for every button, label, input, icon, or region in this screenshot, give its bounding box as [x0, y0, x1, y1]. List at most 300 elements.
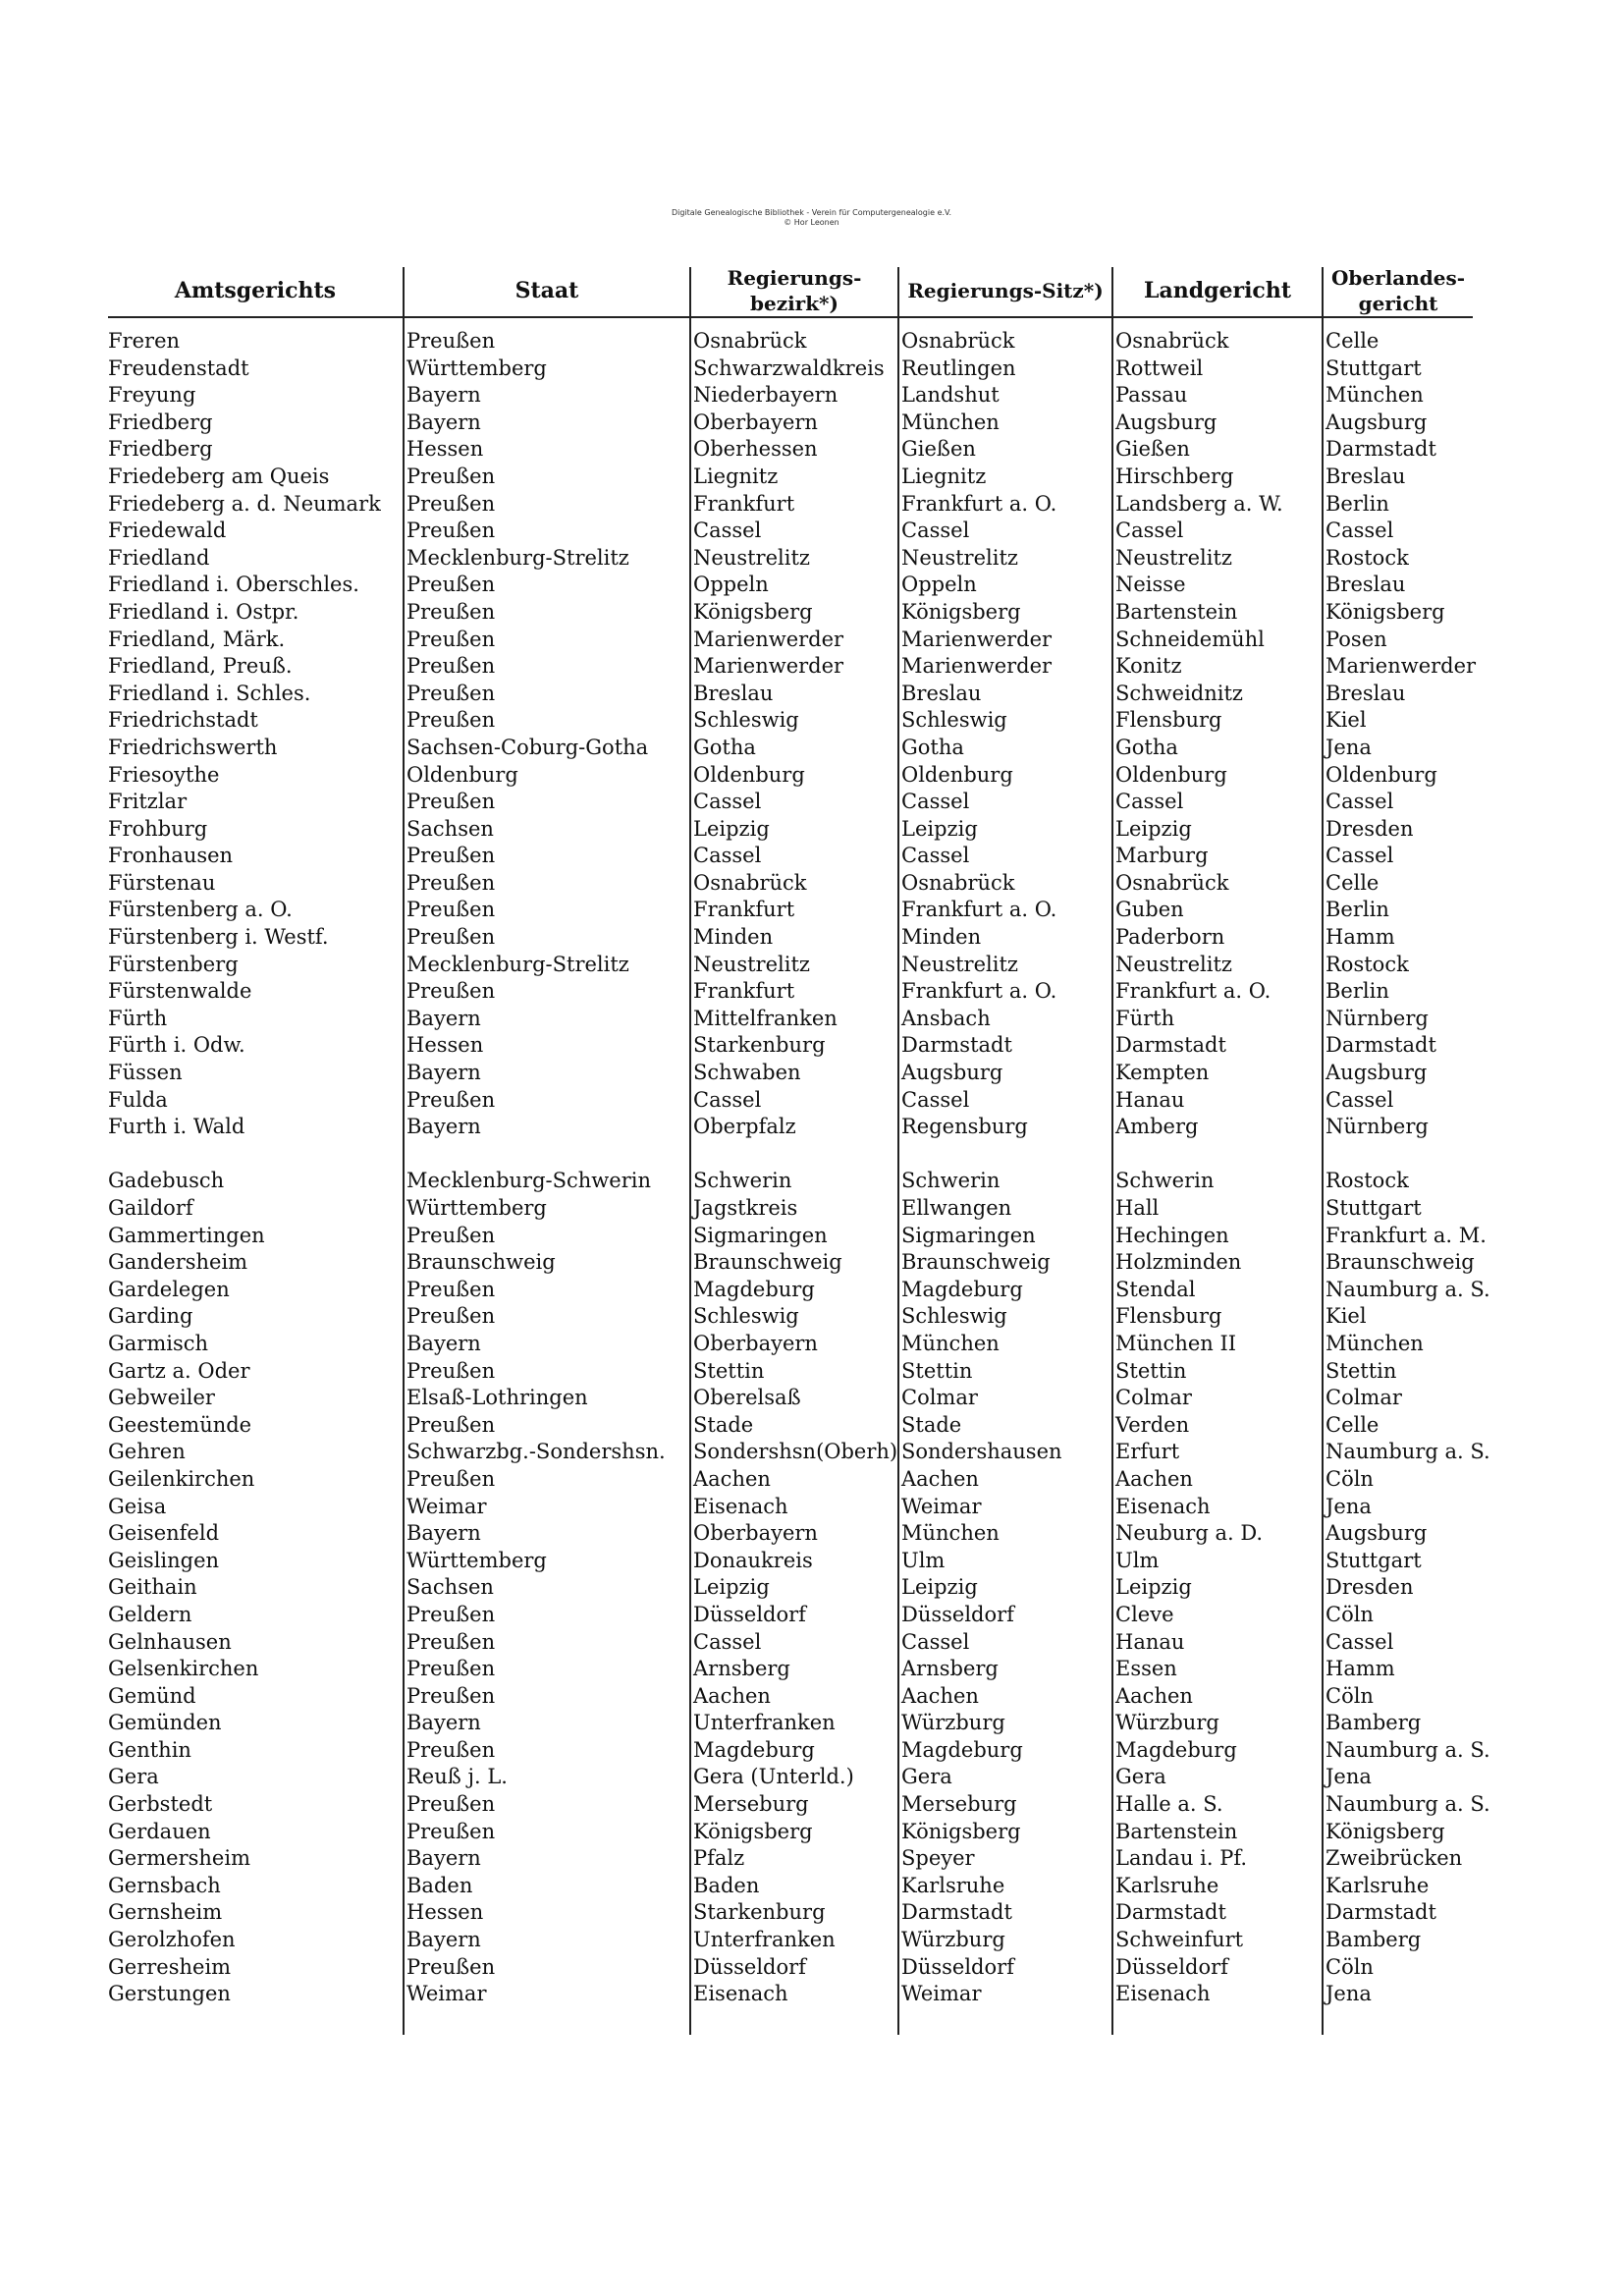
oberlandesgericht-cell: Cassel — [1325, 519, 1394, 543]
regierungsbezirk-cell: Osnabrück — [693, 329, 807, 353]
regierungsbezirk-cell: Unterfranken — [693, 1711, 836, 1735]
regierungssitz-cell: Gotha — [901, 735, 964, 759]
regierungsbezirk-cell: Unterfranken — [693, 1928, 836, 1952]
oberlandesgericht-cell: Breslau — [1325, 464, 1406, 488]
landgericht-cell: Rottweil — [1115, 355, 1204, 380]
regierungsbezirk-cell: Cassel — [693, 519, 762, 543]
regierungssitz-cell: Frankfurt a. O. — [901, 491, 1057, 516]
section-gap — [1115, 1141, 1320, 1169]
oberlandesgericht-cell: Kiel — [1325, 708, 1367, 733]
regierungsbezirk-cell: Stade — [693, 1412, 754, 1437]
landgericht-cell: Düsseldorf — [1115, 1954, 1228, 1979]
landgericht-cell: Aachen — [1115, 1683, 1193, 1708]
regierungsbezirk-cell: Marienwerder — [693, 654, 844, 679]
regierungssitz-cell: Cassel — [901, 519, 970, 543]
landgericht-cell: Schneidemühl — [1115, 627, 1265, 651]
regierungsbezirk-cell: Oberhessen — [693, 437, 818, 462]
oberlandesgericht-cell: Cassel — [1325, 844, 1394, 868]
landgericht-cell: Schweinfurt — [1115, 1928, 1244, 1952]
regierungsbezirk-cell: Cassel — [693, 1087, 762, 1112]
regierungsbezirk-cell: Magdeburg — [693, 1737, 815, 1762]
staat-cell: Preußen — [406, 1466, 496, 1491]
header-rule — [108, 316, 1473, 318]
landgericht-cell: Augsburg — [1115, 410, 1217, 434]
landgericht-cell: Darmstadt — [1115, 1900, 1226, 1925]
landgericht-cell: Amberg — [1115, 1115, 1199, 1139]
oberlandesgericht-cell: Augsburg — [1325, 1061, 1428, 1085]
staat-cell: Sachsen-Coburg-Gotha — [406, 735, 649, 759]
regierungssitz-cell: Arnsberg — [901, 1657, 999, 1681]
regierungsbezirk-cell: Starkenburg — [693, 1900, 826, 1925]
staat-cell: Bayern — [406, 1115, 481, 1139]
staat-cell: Preußen — [406, 654, 496, 679]
regierungssitz-cell: München — [901, 1521, 1000, 1546]
regierungsbezirk-cell: Eisenach — [693, 1982, 788, 2006]
regierungssitz-cell: Colmar — [901, 1386, 978, 1410]
oberlandesgericht-cell: Rostock — [1325, 1169, 1409, 1193]
amtsgericht-cell: Gardelegen — [108, 1277, 230, 1301]
amtsgericht-cell: Friedberg — [108, 410, 213, 434]
staat-cell: Mecklenburg-Strelitz — [406, 545, 629, 570]
column-divider-5 — [1322, 267, 1324, 2035]
header-regierungssitz: Regierungs-Sitz*) — [907, 279, 1104, 302]
amtsgericht-cell: Fürstenberg i. Westf. — [108, 925, 329, 950]
oberlandesgericht-cell: Celle — [1325, 329, 1380, 353]
oberlandesgericht-cell: Braunschweig — [1325, 1250, 1475, 1275]
regierungssitz-cell: Minden — [901, 925, 982, 950]
regierungsbezirk-cell: Königsberg — [693, 1819, 813, 1843]
regierungssitz-cell: Karlsruhe — [901, 1873, 1005, 1897]
amtsgericht-cell: Friedberg — [108, 437, 213, 462]
regierungssitz-cell: Darmstadt — [901, 1900, 1012, 1925]
landgericht-cell: Magdeburg — [1115, 1737, 1237, 1762]
regierungssitz-cell: Ellwangen — [901, 1196, 1012, 1220]
amtsgericht-cell: Friedeberg a. d. Neumark — [108, 491, 381, 516]
staat-cell: Württemberg — [406, 355, 547, 380]
staat-cell: Bayern — [406, 1711, 481, 1735]
staat-cell: Preußen — [406, 627, 496, 651]
landgericht-cell: Halle a. S. — [1115, 1792, 1223, 1817]
landgericht-cell: Colmar — [1115, 1386, 1192, 1410]
oberlandesgericht-cell: Cassel — [1325, 790, 1394, 814]
regierungsbezirk-cell: Baden — [693, 1873, 760, 1897]
amtsgericht-cell: Friedeberg am Queis — [108, 464, 330, 488]
regierungsbezirk-cell: Cassel — [693, 844, 762, 868]
regierungssitz-cell: Frankfurt a. O. — [901, 898, 1057, 922]
staat-cell: Bayern — [406, 410, 481, 434]
amtsgericht-cell: Gernsbach — [108, 1873, 221, 1897]
regierungssitz-cell: Gießen — [901, 437, 976, 462]
landgericht-cell: Kempten — [1115, 1061, 1210, 1085]
staat-cell: Bayern — [406, 1521, 481, 1546]
staat-cell: Preußen — [406, 681, 496, 705]
amtsgericht-cell: Füssen — [108, 1061, 183, 1085]
column-regierungssitz — [901, 328, 1109, 2008]
landgericht-cell: Marburg — [1115, 844, 1209, 868]
regierungsbezirk-cell: Düsseldorf — [693, 1954, 806, 1979]
staat-cell: Reuß j. L. — [406, 1765, 508, 1789]
amtsgericht-cell: Geisenfeld — [108, 1521, 220, 1546]
oberlandesgericht-cell: Jena — [1325, 1494, 1372, 1518]
oberlandesgericht-cell: Hamm — [1325, 925, 1395, 950]
staat-cell: Weimar — [406, 1494, 487, 1518]
regierungsbezirk-cell: Frankfurt — [693, 491, 795, 516]
landgericht-cell: Essen — [1115, 1657, 1177, 1681]
staat-cell: Preußen — [406, 1412, 496, 1437]
regierungsbezirk-cell: Gotha — [693, 735, 756, 759]
oberlandesgericht-cell: Berlin — [1325, 898, 1389, 922]
amtsgericht-cell: Gehren — [108, 1440, 186, 1464]
landgericht-cell: Cleve — [1115, 1602, 1174, 1626]
regierungssitz-cell: Würzburg — [901, 1711, 1005, 1735]
regierungssitz-cell: Merseburg — [901, 1792, 1017, 1817]
regierungsbezirk-cell: Niederbayern — [693, 383, 839, 408]
staat-cell: Preußen — [406, 329, 496, 353]
oberlandesgericht-cell: Dresden — [1325, 1575, 1414, 1600]
amtsgericht-cell: Geilenkirchen — [108, 1466, 255, 1491]
regierungsbezirk-cell: Cassel — [693, 1629, 762, 1654]
landgericht-cell: Gießen — [1115, 437, 1190, 462]
oberlandesgericht-cell: Naumburg a. S. — [1325, 1792, 1490, 1817]
regierungsbezirk-cell: Jagstkreis — [693, 1196, 798, 1220]
landgericht-cell: Stendal — [1115, 1277, 1196, 1301]
amtsgericht-cell: Furth i. Wald — [108, 1115, 245, 1139]
regierungsbezirk-cell: Starkenburg — [693, 1033, 826, 1058]
landgericht-cell: Landsberg a. W. — [1115, 491, 1283, 516]
landgericht-cell: Landau i. Pf. — [1115, 1846, 1248, 1871]
amtsgericht-cell: Gerdauen — [108, 1819, 211, 1843]
regierungssitz-cell: Cassel — [901, 790, 970, 814]
amtsgericht-cell: Fürstenberg — [108, 952, 239, 976]
amtsgericht-cell: Fürstenau — [108, 870, 216, 895]
staat-cell: Preußen — [406, 1304, 496, 1329]
regierungsbezirk-cell: Aachen — [693, 1683, 771, 1708]
staat-cell: Württemberg — [406, 1196, 547, 1220]
oberlandesgericht-cell: Zweibrücken — [1325, 1846, 1463, 1871]
column-regierungsbezirk — [693, 328, 898, 2008]
oberlandesgericht-cell: Cöln — [1325, 1954, 1374, 1979]
amtsgericht-cell: Friedland, Märk. — [108, 627, 286, 651]
amtsgericht-cell: Geisa — [108, 1494, 167, 1518]
regierungsbezirk-cell: Braunschweig — [693, 1250, 842, 1275]
oberlandesgericht-cell: Bamberg — [1325, 1928, 1422, 1952]
landgericht-cell: Ulm — [1115, 1548, 1160, 1572]
landgericht-cell: Bartenstein — [1115, 1819, 1238, 1843]
column-staat — [406, 328, 687, 2008]
staat-cell: Preußen — [406, 1819, 496, 1843]
regierungssitz-cell: Frankfurt a. O. — [901, 979, 1057, 1004]
oberlandesgericht-cell: Naumburg a. S. — [1325, 1440, 1490, 1464]
regierungssitz-cell: Stade — [901, 1412, 962, 1437]
amtsgericht-cell: Fritzlar — [108, 790, 188, 814]
regierungsbezirk-cell: Schleswig — [693, 1304, 799, 1329]
regierungssitz-cell: Braunschweig — [901, 1250, 1051, 1275]
amtsgericht-cell: Freren — [108, 329, 181, 353]
regierungssitz-cell: Breslau — [901, 681, 982, 705]
regierungssitz-cell: Augsburg — [901, 1061, 1003, 1085]
oberlandesgericht-cell: Nürnberg — [1325, 1006, 1429, 1030]
oberlandesgericht-cell: Naumburg a. S. — [1325, 1277, 1490, 1301]
amtsgericht-cell: Friedland — [108, 545, 210, 570]
staat-cell: Preußen — [406, 898, 496, 922]
regierungsbezirk-cell: Breslau — [693, 681, 774, 705]
regierungssitz-cell: Cassel — [901, 1629, 970, 1654]
landgericht-cell: Würzburg — [1115, 1711, 1219, 1735]
oberlandesgericht-cell: München — [1325, 383, 1424, 408]
landgericht-cell: Schweidnitz — [1115, 681, 1243, 705]
staat-cell: Preußen — [406, 464, 496, 488]
staat-cell: Preußen — [406, 1683, 496, 1708]
regierungssitz-cell: Neustrelitz — [901, 545, 1018, 570]
regierungssitz-cell: Oldenburg — [901, 762, 1013, 787]
header-amtsgericht: Amtsgerichts — [174, 278, 337, 303]
regierungsbezirk-cell: Neustrelitz — [693, 952, 810, 976]
staat-cell: Baden — [406, 1873, 473, 1897]
amtsgericht-cell: Gerbstedt — [108, 1792, 213, 1817]
landgericht-cell: Verden — [1115, 1412, 1190, 1437]
staat-cell: Schwarzbg.-Sondershsn. — [406, 1440, 666, 1464]
regierungssitz-cell: Oppeln — [901, 573, 977, 597]
regierungsbezirk-cell: Schwarzwaldkreis — [693, 355, 885, 380]
staat-cell: Weimar — [406, 1982, 487, 2006]
amtsgericht-cell: Fürth — [108, 1006, 168, 1030]
amtsgericht-cell: Fürth i. Odw. — [108, 1033, 245, 1058]
header-regierungsbezirk: Regierungs-bezirk*) — [727, 266, 862, 315]
oberlandesgericht-cell: Jena — [1325, 1982, 1372, 2006]
amtsgericht-cell: Freudenstadt — [108, 355, 249, 380]
regierungssitz-cell: Schleswig — [901, 708, 1007, 733]
staat-cell: Braunschweig — [406, 1250, 556, 1275]
amtsgericht-cell: Frohburg — [108, 816, 208, 841]
regierungssitz-cell: Königsberg — [901, 599, 1021, 624]
oberlandesgericht-cell: Hamm — [1325, 1657, 1395, 1681]
staat-cell: Preußen — [406, 1657, 496, 1681]
regierungssitz-cell: Weimar — [901, 1494, 982, 1518]
regierungssitz-cell: Düsseldorf — [901, 1602, 1014, 1626]
regierungsbezirk-cell: Sigmaringen — [693, 1223, 828, 1247]
regierungssitz-cell: Magdeburg — [901, 1277, 1023, 1301]
regierungssitz-cell: Osnabrück — [901, 329, 1015, 353]
regierungsbezirk-cell: Oberpfalz — [693, 1115, 796, 1139]
oberlandesgericht-cell: Berlin — [1325, 979, 1389, 1004]
oberlandesgericht-cell: Stettin — [1325, 1358, 1397, 1383]
regierungsbezirk-cell: Schleswig — [693, 708, 799, 733]
landgericht-cell: Holzminden — [1115, 1250, 1242, 1275]
regierungssitz-cell: Ansbach — [901, 1006, 991, 1030]
amtsgericht-cell: Gadebusch — [108, 1169, 225, 1193]
amtsgericht-cell: Friedrichstadt — [108, 708, 258, 733]
landgericht-cell: Flensburg — [1115, 1304, 1222, 1329]
amtsgericht-cell: Freyung — [108, 383, 196, 408]
staat-cell: Bayern — [406, 1331, 481, 1355]
landgericht-cell: Gera — [1115, 1765, 1166, 1789]
landgericht-cell: Passau — [1115, 383, 1188, 408]
amtsgericht-cell: Friedrichswerth — [108, 735, 278, 759]
landgericht-cell: Stettin — [1115, 1358, 1187, 1383]
landgericht-cell: Osnabrück — [1115, 870, 1229, 895]
regierungssitz-cell: Würzburg — [901, 1928, 1005, 1952]
column-divider-3 — [897, 267, 899, 2035]
landgericht-cell: Cassel — [1115, 790, 1184, 814]
regierungsbezirk-cell: Arnsberg — [693, 1657, 790, 1681]
landgericht-cell: Aachen — [1115, 1466, 1193, 1491]
regierungsbezirk-cell: Düsseldorf — [693, 1602, 806, 1626]
staat-cell: Preußen — [406, 708, 496, 733]
staat-cell: Oldenburg — [406, 762, 518, 787]
landgericht-cell: Frankfurt a. O. — [1115, 979, 1271, 1004]
staat-cell: Hessen — [406, 1900, 484, 1925]
amtsgericht-cell: Garding — [108, 1304, 193, 1329]
section-gap — [108, 1141, 399, 1169]
regierungssitz-cell: Aachen — [901, 1683, 979, 1708]
staat-cell: Preußen — [406, 519, 496, 543]
watermark-line-1: Digitale Genealogische Bibliothek - Verein für Computergenealogie e.V. — [671, 208, 952, 217]
landgericht-cell: Neustrelitz — [1115, 545, 1232, 570]
landgericht-cell: Gotha — [1115, 735, 1178, 759]
landgericht-cell: Guben — [1115, 898, 1184, 922]
landgericht-cell: Osnabrück — [1115, 329, 1229, 353]
amtsgericht-cell: Gera — [108, 1765, 159, 1789]
staat-cell: Preußen — [406, 1087, 496, 1112]
column-divider-2 — [689, 267, 691, 2035]
amtsgericht-cell: Gerstungen — [108, 1982, 231, 2006]
amtsgericht-cell: Geithain — [108, 1575, 197, 1600]
header-staat: Staat — [514, 278, 579, 303]
regierungssitz-cell: Aachen — [901, 1466, 979, 1491]
regierungssitz-cell: Reutlingen — [901, 355, 1016, 380]
amtsgericht-cell: Gebweiler — [108, 1386, 215, 1410]
staat-cell: Mecklenburg-Strelitz — [406, 952, 629, 976]
header-oberlandesgericht: Oberlandes-gericht — [1330, 266, 1466, 315]
oberlandesgericht-cell: Nürnberg — [1325, 1115, 1429, 1139]
regierungsbezirk-cell: Neustrelitz — [693, 545, 810, 570]
regierungssitz-cell: Cassel — [901, 844, 970, 868]
landgericht-cell: Hirschberg — [1115, 464, 1234, 488]
amtsgericht-cell: Gerolzhofen — [108, 1928, 236, 1952]
regierungssitz-cell: Darmstadt — [901, 1033, 1012, 1058]
amtsgericht-cell: Fulda — [108, 1087, 168, 1112]
oberlandesgericht-cell: Königsberg — [1325, 599, 1445, 624]
regierungsbezirk-cell: Oberbayern — [693, 410, 818, 434]
regierungssitz-cell: Leipzig — [901, 1575, 978, 1600]
staat-cell: Preußen — [406, 1602, 496, 1626]
oberlandesgericht-cell: Augsburg — [1325, 410, 1428, 434]
landgericht-cell: Hanau — [1115, 1087, 1185, 1112]
staat-cell: Bayern — [406, 1061, 481, 1085]
regierungssitz-cell: Schwerin — [901, 1169, 1001, 1193]
regierungsbezirk-cell: Sondershsn(Oberh) — [693, 1440, 898, 1464]
regierungsbezirk-cell: Pfalz — [693, 1846, 745, 1871]
oberlandesgericht-cell: Kiel — [1325, 1304, 1367, 1329]
amtsgericht-cell: Gernsheim — [108, 1900, 223, 1925]
amtsgericht-cell: Geldern — [108, 1602, 192, 1626]
amtsgericht-cell: Gemünden — [108, 1711, 222, 1735]
amtsgericht-cell: Gemünd — [108, 1683, 196, 1708]
amtsgericht-cell: Gerresheim — [108, 1954, 232, 1979]
landgericht-cell: Paderborn — [1115, 925, 1225, 950]
section-gap — [693, 1141, 895, 1169]
landgericht-cell: Neustrelitz — [1115, 952, 1232, 976]
oberlandesgericht-cell: Cassel — [1325, 1629, 1394, 1654]
oberlandesgericht-cell: Karlsruhe — [1325, 1873, 1430, 1897]
amtsgericht-cell: Gelsenkirchen — [108, 1657, 259, 1681]
landgericht-cell: Leipzig — [1115, 1575, 1192, 1600]
regierungssitz-cell: Cassel — [901, 1087, 970, 1112]
landgericht-cell: Fürth — [1115, 1006, 1175, 1030]
staat-cell: Bayern — [406, 1846, 481, 1871]
amtsgericht-cell: Fürstenwalde — [108, 979, 252, 1004]
regierungsbezirk-cell: Osnabrück — [693, 870, 807, 895]
landgericht-cell: Darmstadt — [1115, 1033, 1226, 1058]
staat-cell: Preußen — [406, 844, 496, 868]
amtsgericht-cell: Gelnhausen — [108, 1629, 232, 1654]
amtsgericht-cell: Friedland i. Ostpr. — [108, 599, 299, 624]
oberlandesgericht-cell: Cöln — [1325, 1683, 1374, 1708]
column-amtsgericht — [108, 328, 399, 2008]
landgericht-cell: München II — [1115, 1331, 1237, 1355]
landgericht-cell: Cassel — [1115, 519, 1184, 543]
regierungsbezirk-cell: Eisenach — [693, 1494, 788, 1518]
regierungsbezirk-cell: Minden — [693, 925, 774, 950]
amtsgericht-cell: Genthin — [108, 1737, 191, 1762]
amtsgericht-cell: Gaildorf — [108, 1196, 193, 1220]
landgericht-cell: Eisenach — [1115, 1982, 1211, 2006]
regierungssitz-cell: Regensburg — [901, 1115, 1028, 1139]
landgericht-cell: Erfurt — [1115, 1440, 1180, 1464]
oberlandesgericht-cell: Darmstadt — [1325, 1033, 1436, 1058]
landgericht-cell: Leipzig — [1115, 816, 1192, 841]
staat-cell: Preußen — [406, 1737, 496, 1762]
landgericht-cell: Bartenstein — [1115, 599, 1238, 624]
landgericht-cell: Konitz — [1115, 654, 1182, 679]
watermark — [0, 208, 1623, 228]
oberlandesgericht-cell: Jena — [1325, 1765, 1372, 1789]
regierungssitz-cell: Marienwerder — [901, 627, 1053, 651]
oberlandesgericht-cell: München — [1325, 1331, 1424, 1355]
regierungsbezirk-cell: Oberbayern — [693, 1521, 818, 1546]
staat-cell: Sachsen — [406, 1575, 494, 1600]
amtsgericht-cell: Friedland i. Schles. — [108, 681, 311, 705]
regierungsbezirk-cell: Schwaben — [693, 1061, 801, 1085]
regierungssitz-cell: Sondershausen — [901, 1440, 1062, 1464]
regierungssitz-cell: Neustrelitz — [901, 952, 1018, 976]
oberlandesgericht-cell: Dresden — [1325, 816, 1414, 841]
regierungsbezirk-cell: Mittelfranken — [693, 1006, 838, 1030]
landgericht-cell: Karlsruhe — [1115, 1873, 1219, 1897]
amtsgericht-cell: Garmisch — [108, 1331, 209, 1355]
staat-cell: Preußen — [406, 491, 496, 516]
landgericht-cell: Hanau — [1115, 1629, 1185, 1654]
regierungsbezirk-cell: Merseburg — [693, 1792, 809, 1817]
column-divider-1 — [403, 267, 405, 2035]
oberlandesgericht-cell: Naumburg a. S. — [1325, 1737, 1490, 1762]
regierungssitz-cell: Weimar — [901, 1982, 982, 2006]
header-landgericht: Landgericht — [1144, 278, 1291, 303]
staat-cell: Sachsen — [406, 816, 494, 841]
amtsgericht-cell: Fürstenberg a. O. — [108, 898, 293, 922]
landgericht-cell: Flensburg — [1115, 708, 1222, 733]
regierungssitz-cell: Düsseldorf — [901, 1954, 1014, 1979]
staat-cell: Preußen — [406, 599, 496, 624]
regierungsbezirk-cell: Frankfurt — [693, 979, 795, 1004]
regierungssitz-cell: Osnabrück — [901, 870, 1015, 895]
landgericht-cell: Hall — [1115, 1196, 1160, 1220]
staat-cell: Preußen — [406, 1277, 496, 1301]
oberlandesgericht-cell: Breslau — [1325, 681, 1406, 705]
oberlandesgericht-cell: Cöln — [1325, 1466, 1374, 1491]
staat-cell: Preußen — [406, 1358, 496, 1383]
oberlandesgericht-cell: Celle — [1325, 1412, 1380, 1437]
